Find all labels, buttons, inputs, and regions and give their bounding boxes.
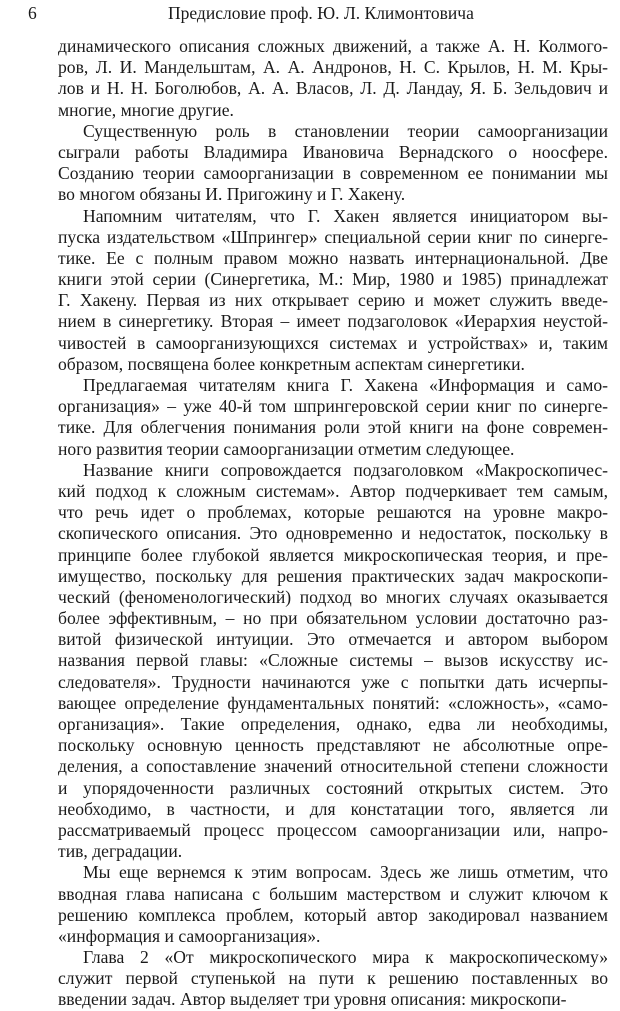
text-line: чивостей в самоорганизующихся системах и устройствах» и, таким bbox=[58, 332, 608, 353]
text-line: динамического описания сложных движений, а также А. Н. Колмого- bbox=[58, 36, 608, 56]
text-line: лов и Н. Н. Боголюбов, А. А. Власов, Л. Д. Ландау, Я. Б. Зельдович и bbox=[58, 78, 608, 99]
paragraph bbox=[58, 121, 608, 206]
page-body-text bbox=[58, 36, 608, 1011]
paragraph bbox=[58, 36, 608, 121]
text-line: Предлагаемая читателям книга Г. Хакена «Информация и само- bbox=[83, 375, 608, 395]
text-line: вводная глава написана с большим мастерством и служит ключом к bbox=[58, 883, 608, 904]
text-line: Глава 2 «От микроскопического мира к макроскопическому» bbox=[83, 947, 608, 968]
text-line: «информация и самоорганизация». bbox=[58, 925, 321, 946]
text-line: тике. Ее с полным правом можно назвать интернациональной. Две bbox=[58, 247, 608, 268]
text-line: служит первой ступенькой на пути к решению поставленных во bbox=[58, 968, 608, 989]
text-line: образом, посвящена более конкретным аспектам синергетики. bbox=[58, 353, 525, 374]
text-line: имущество, поскольку для решения практических задач макроскопи- bbox=[58, 565, 608, 586]
text-line: решению комплекса проблем, который автор закодировал названием bbox=[58, 904, 608, 925]
text-line: Мы еще вернемся к этим вопросам. Здесь же лишь отметим, что bbox=[83, 862, 608, 883]
text-line: кий подход к сложным системам». Автор подчеркивает тем самым, bbox=[58, 480, 608, 501]
text-line: ческий (феноменологический) подход во многих случаях оказывается bbox=[58, 586, 608, 607]
text-line: Созданию теории самоорганизации в современном ее понимании мы bbox=[58, 163, 608, 184]
text-line: скопического описания. Это одновременно и недостаток, поскольку в bbox=[58, 523, 608, 544]
text-line: ров, Л. И. Мандельштам, А. А. Андронов, Н. С. Крылов, Н. М. Кры- bbox=[58, 57, 608, 78]
text-line: книги этой серии (Синергетика, М.: Мир, 1980 и 1985) принадлежат bbox=[58, 269, 608, 290]
text-line: введении задач. Автор выделяет три уровня описания: микроскопи- bbox=[58, 989, 567, 1010]
text-line: что речь идет о проблемах, которые решаются на уровне макро- bbox=[58, 502, 608, 523]
paragraph bbox=[58, 460, 608, 863]
text-line: необходимо, в частности, и для констатации того, является ли bbox=[58, 798, 608, 819]
text-line: названия первой главы: «Сложные системы – вызов искусству ис- bbox=[58, 650, 608, 671]
text-line: пуска издательством «Шпрингер» специальной серии книг по синерге- bbox=[58, 226, 608, 247]
text-line: рассматриваемый процесс процессом самоорганизации или, напро- bbox=[58, 819, 608, 840]
running-header bbox=[28, 2, 608, 24]
text-line: тике. Для облегчения понимания роли этой книги на фоне современ- bbox=[58, 417, 608, 438]
text-line: Существенную роль в становлении теории самоорганизации bbox=[83, 120, 608, 141]
text-line: деления, а сопоставление значений относительной степени сложности bbox=[58, 756, 608, 777]
text-line: во многом обязаны И. Пригожину и Г. Хакену. bbox=[58, 184, 406, 205]
paragraph bbox=[58, 862, 608, 947]
text-line: ного развития теории самоорганизации отметим следующее. bbox=[58, 438, 515, 459]
text-line: организация». Такие определения, однако, едва ли необходимы, bbox=[58, 714, 608, 734]
text-line: тив, деградации. bbox=[58, 841, 183, 862]
paragraph bbox=[58, 947, 608, 1011]
text-line: следователя». Трудности начинаются уже с попытки дать исчерпы- bbox=[58, 671, 608, 692]
text-line: и упорядоченности различных состояний открытых систем. Это bbox=[58, 777, 608, 798]
text-line: поскольку основную ценность представляют не абсолютные опре- bbox=[58, 735, 608, 756]
text-line: нием в синергетику. Вторая – имеет подзаголовок «Иерархия неустой- bbox=[58, 311, 608, 332]
paragraph bbox=[58, 206, 608, 376]
page-number: 6 bbox=[28, 3, 37, 23]
text-line: организация» – уже 40-й том шпрингеровской серии книг по синерге- bbox=[58, 396, 608, 417]
text-line: более эффективным, – но при обязательном условии достаточно раз- bbox=[58, 608, 608, 629]
text-line: сыграли работы Владимира Ивановича Вернадского о ноосфере. bbox=[58, 141, 608, 162]
running-title: Предисловие проф. Ю. Л. Климонтовича bbox=[168, 3, 474, 23]
text-line: Напомним читателям, что Г. Хакен является инициатором вы- bbox=[83, 205, 608, 226]
text-line: многие, многие другие. bbox=[58, 99, 234, 120]
paragraph bbox=[58, 375, 608, 460]
text-line: принципе более глубокой является микроскопическая теория, и пре- bbox=[58, 544, 608, 565]
text-line: вающее определение фундаментальных понятий: «сложность», «само- bbox=[58, 692, 608, 713]
text-line: Г. Хакену. Первая из них открывает серию и может служить введе- bbox=[58, 290, 608, 311]
text-line: Название книги сопровождается подзаголовком «Макроскопичес- bbox=[83, 459, 608, 480]
text-line: витой физической интуиции. Это отмечается и автором выбором bbox=[58, 629, 608, 650]
